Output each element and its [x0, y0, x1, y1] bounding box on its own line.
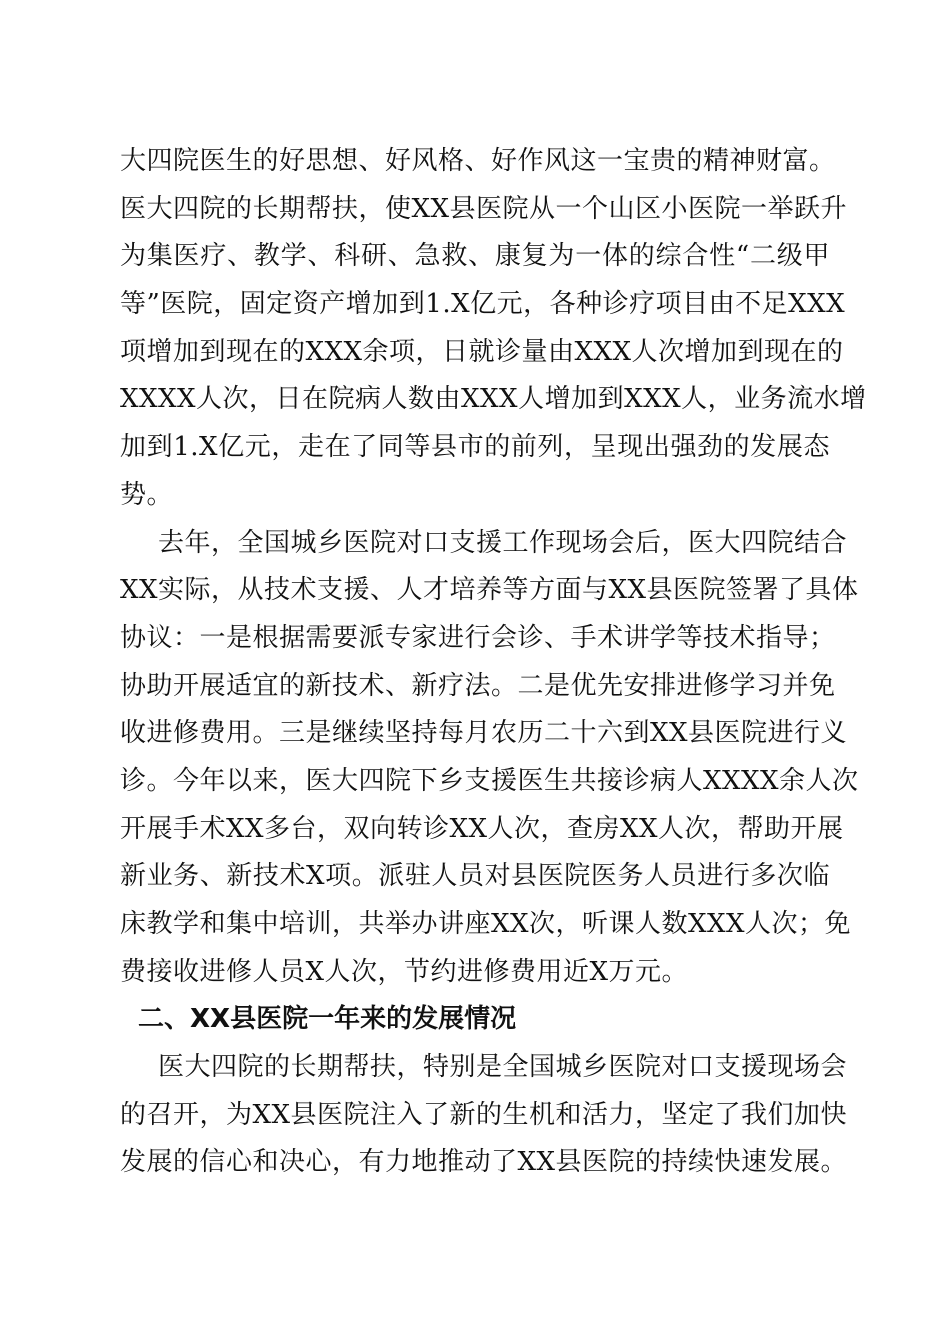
paragraph-line: 床教学和集中培训，共举办讲座XX次，听课人数XXX人次；免	[120, 909, 852, 939]
paragraph-line: 收进修费用。三是继续坚持每月农历二十六到XX县医院进行义	[120, 718, 848, 749]
paragraph-line: 加到1.X亿元，走在了同等县市的前列，呈现出强劲的发展态	[120, 432, 830, 463]
paragraph-line: 大四院医生的好思想、好风格、好作风这一宝贵的精神财富。	[120, 146, 836, 176]
paragraph-line: 为集医疗、教学、科研、急救、康复为一体的综合性“二级甲	[120, 241, 830, 272]
paragraph-line: 等”医院，固定资产增加到1.X亿元，各种诊疗项目由不足XXX	[120, 289, 846, 320]
paragraph-line: 协议：一是根据需要派专家进行会诊、手术讲学等技术指导；	[120, 622, 836, 653]
paragraph-line: 协助开展适宜的新技术、新疗法。二是优先安排进修学习并免	[120, 670, 836, 701]
paragraph-line: 诊。今年以来，医大四院下乡支援医生共接诊病人XXXX余人次	[120, 765, 859, 796]
paragraph-line: 发展的信心和决心，有力地推动了XX县医院的持续快速发展。	[120, 1147, 848, 1178]
paragraph-line: 项增加到现在的XXX余项，日就诊量由XXX人次增加到现在的	[120, 336, 844, 367]
paragraph-line: 去年，全国城乡医院对口支援工作现场会后，医大四院结合	[158, 527, 848, 558]
paragraph-line: 医大四院的长期帮扶，使XX县医院从一个山区小医院一举跃升	[120, 193, 848, 224]
paragraph-line: XXXX人次，日在院病人数由XXX人增加到XXX人，业务流水增	[120, 384, 867, 415]
document-body	[120, 138, 867, 1187]
paragraph-line: 医大四院的长期帮扶，特别是全国城乡医院对口支援现场会	[158, 1052, 848, 1083]
paragraph-line: 新业务、新技术X项。派驻人员对县医院医务人员进行多次临	[120, 861, 830, 892]
paragraph-line: 开展手术XX多台，双向转诊XX人次，查房XX人次，帮助开展	[120, 813, 844, 844]
paragraph-line: 的召开，为XX县医院注入了新的生机和活力，坚定了我们加快	[120, 1099, 848, 1130]
paragraph-line: XX实际，从技术支援、人才培养等方面与XX县医院签署了具体	[120, 575, 859, 606]
paragraph-line: 势。	[120, 479, 174, 510]
paragraph-line: 费接收进修人员X人次，节约进修费用近X万元。	[120, 956, 689, 987]
section-heading: 二、XX县医院一年来的发展情况	[138, 1004, 517, 1035]
